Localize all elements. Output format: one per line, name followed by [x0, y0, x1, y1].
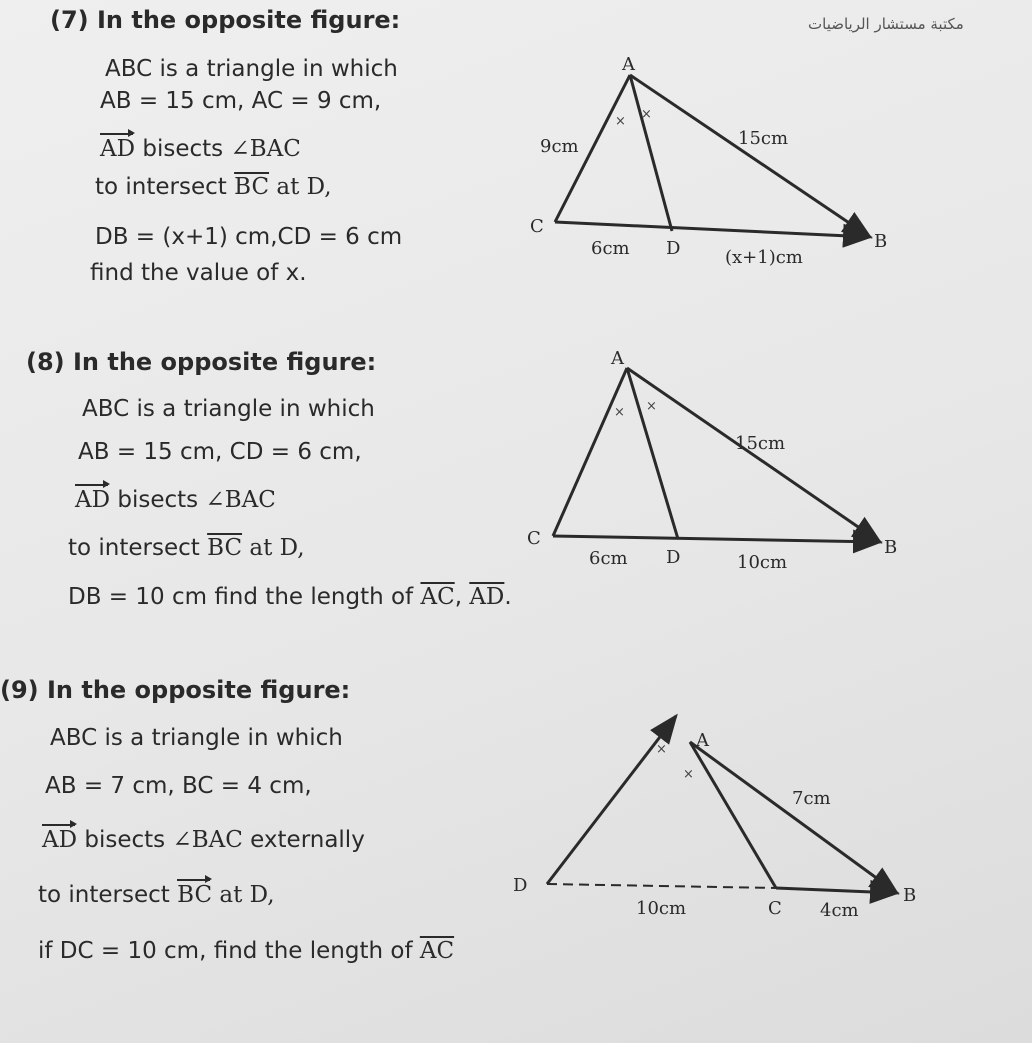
- label-b: B: [903, 885, 917, 906]
- externally-text: externally: [242, 827, 365, 853]
- header-watermark: مكتبة مستشار الرياضيات: [808, 15, 964, 33]
- length-cb: 4cm: [820, 900, 859, 921]
- length-cd: 6cm: [591, 238, 630, 259]
- segment-bc: $\overline{BC}$: [234, 174, 270, 200]
- label-b: B: [884, 537, 898, 558]
- label-b: B: [874, 231, 888, 252]
- label-c: C: [530, 216, 544, 237]
- side-cb: [553, 536, 880, 542]
- segment-bc: $\overline{BC}$: [207, 535, 243, 561]
- problem-9-heading: (9) In the opposite figure:: [0, 676, 351, 704]
- problem-8-line-2: AB = 15 cm, CD = 6 cm,: [78, 439, 362, 465]
- angle-tick-1: ×: [615, 114, 626, 129]
- problem-7-line-2: AB = 15 cm, AC = 9 cm,: [100, 88, 382, 114]
- segment-ac: $\overline{AC}$: [419, 938, 455, 964]
- angle-tick-2: ×: [683, 767, 694, 782]
- label-d: D: [513, 875, 528, 896]
- length-ab: 15cm: [735, 433, 786, 454]
- intersect-text: to intersect: [38, 882, 178, 908]
- length-ac: 9cm: [540, 136, 579, 157]
- problem-9-line-2: AB = 7 cm, BC = 4 cm,: [45, 773, 312, 799]
- find-length-text: DB = 10 cm find the length of: [68, 584, 421, 610]
- vector-ad: AD: [75, 487, 111, 513]
- side-cb: [555, 222, 870, 237]
- problem-9-line-1: ABC is a triangle in which: [50, 725, 343, 751]
- label-a: A: [696, 730, 709, 751]
- length-ab: 15cm: [738, 128, 789, 149]
- intersect-text: to intersect: [95, 174, 235, 200]
- label-d: D: [666, 238, 681, 259]
- segment-ad: $\overline{AD}$: [469, 584, 505, 610]
- bisects-text: bisects: [77, 827, 173, 853]
- problem-8-line-1: ABC is a triangle in which: [82, 396, 375, 422]
- problem-7-line-1: ABC is a triangle in which: [105, 56, 398, 82]
- vector-bc: BC: [177, 882, 213, 908]
- period: .: [504, 584, 512, 610]
- vector-ad: AD: [100, 136, 136, 162]
- length-ab: 7cm: [792, 788, 831, 809]
- problem-7-line-5: DB = (x+1) cm,CD = 6 cm: [95, 224, 403, 250]
- length-cd: 6cm: [589, 548, 628, 569]
- figure-8: [553, 368, 880, 542]
- side-ab: [627, 368, 880, 542]
- problem-7-line-6: find the value of x.: [90, 260, 307, 286]
- angle-bac: ∠BAC: [172, 827, 243, 853]
- angle-tick-1: ×: [614, 405, 625, 420]
- label-a: A: [622, 54, 635, 75]
- label-a: A: [611, 348, 624, 369]
- at-d-text: at D,: [269, 174, 332, 200]
- bisects-text: bisects: [135, 136, 231, 162]
- length-dc: 10cm: [636, 898, 687, 919]
- label-c: C: [527, 528, 541, 549]
- side-ac: [690, 742, 776, 888]
- bisector-ad: [627, 368, 678, 539]
- intersect-text: to intersect: [68, 535, 208, 561]
- angle-tick-2: ×: [641, 107, 652, 122]
- figure-9: [547, 716, 897, 893]
- vector-ad: AD: [42, 827, 78, 853]
- figure-7: [555, 75, 870, 237]
- find-length-text: if DC = 10 cm, find the length of: [38, 938, 420, 964]
- comma: ,: [454, 584, 470, 610]
- segment-ac: $\overline{AC}$: [420, 584, 455, 610]
- side-ac: [553, 368, 627, 536]
- at-d-text: at D,: [242, 535, 305, 561]
- side-ab: [690, 742, 897, 893]
- label-c: C: [768, 898, 782, 919]
- bisects-text: bisects: [110, 487, 206, 513]
- length-db: 10cm: [737, 552, 788, 573]
- problem-7-heading: (7) In the opposite figure:: [50, 6, 401, 34]
- angle-tick-1: ×: [656, 742, 667, 757]
- dashed-dc: [547, 884, 776, 888]
- angle-bac: ∠BAC: [230, 136, 301, 162]
- angle-tick-2: ×: [646, 399, 657, 414]
- length-db: (x+1)cm: [725, 247, 803, 268]
- label-d: D: [666, 547, 681, 568]
- problem-8-heading: (8) In the opposite figure:: [26, 348, 377, 376]
- side-cb: [776, 888, 897, 893]
- at-d-text: at D,: [212, 882, 275, 908]
- angle-bac: ∠BAC: [205, 487, 276, 513]
